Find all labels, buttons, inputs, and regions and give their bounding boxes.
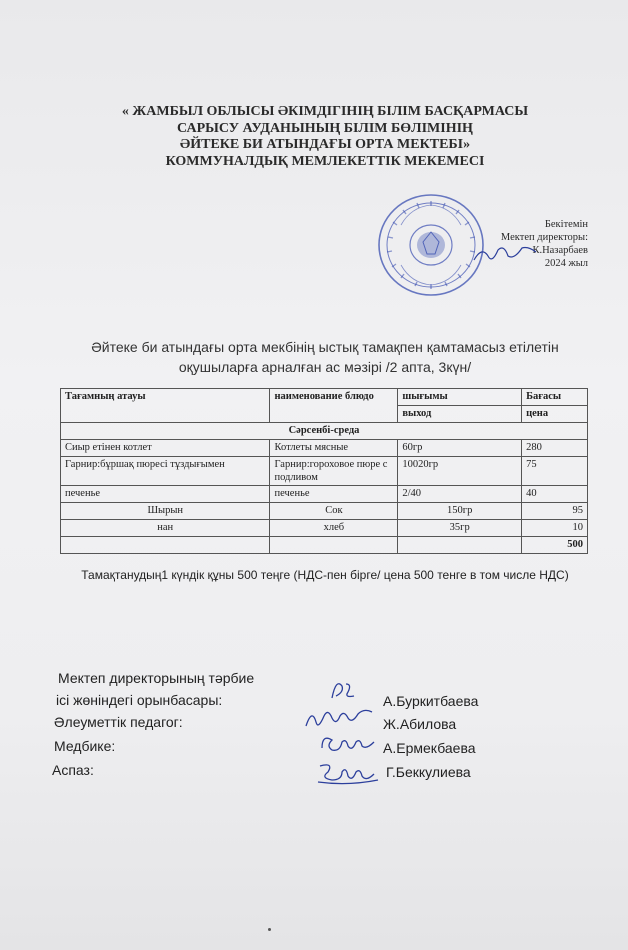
- dish-yield: 35гр: [398, 520, 522, 537]
- table-row: [61, 440, 588, 457]
- paper-mark: [268, 928, 271, 931]
- dish-name-kz: печенье: [61, 486, 270, 503]
- nurse-label: Медбике:: [54, 738, 116, 754]
- column-header-yield-ru: выход: [398, 406, 522, 423]
- dish-name-ru: Сок: [270, 503, 398, 520]
- approval-label: Бекітемін: [544, 219, 588, 230]
- column-header-price-ru: цена: [522, 406, 588, 423]
- cook-label: Аспаз:: [52, 762, 94, 778]
- director-signature-icon: [470, 244, 540, 268]
- dish-price: 95: [522, 503, 588, 520]
- table-header-row: [61, 389, 588, 406]
- pedagog-name: Ж.Абилова: [383, 716, 457, 732]
- dish-name-kz: Сиыр етінен котлет: [61, 440, 270, 457]
- dish-yield: 2/40: [398, 486, 522, 503]
- dish-name-kz: Гарнир:бұршақ пюресі тұздығымен: [61, 457, 270, 486]
- dish-name-ru: печенье: [270, 486, 398, 503]
- table-row: [61, 486, 588, 503]
- table-row: [61, 520, 588, 537]
- dish-yield: 150гр: [398, 503, 522, 520]
- day-row: [61, 423, 588, 440]
- dish-yield: 10020гр: [398, 457, 522, 486]
- cook-name: Г.Беккулиева: [386, 764, 471, 780]
- dish-name-ru: Котлеты мясные: [270, 440, 398, 457]
- table-row: [61, 457, 588, 486]
- nurse-signature-icon: [316, 730, 382, 758]
- column-header-name-ru: наименование блюдо: [270, 389, 398, 423]
- column-header-name-kz: Тағамның атауы: [61, 389, 270, 423]
- cook-signature-icon: [314, 758, 384, 788]
- total-price: 500: [522, 537, 588, 554]
- header-line: САРЫСУ АУДАНЫНЫҢ БІЛІМ БӨЛІМІНІҢ: [177, 120, 473, 136]
- deputy-name: А.Буркитбаева: [383, 693, 479, 709]
- pedagog-label: Әлеуметтік педагог:: [54, 714, 183, 730]
- dish-name-kz: нан: [61, 520, 270, 537]
- header-line: ӘЙТЕКЕ БИ АТЫНДАҒЫ ОРТА МЕКТЕБІ»: [179, 137, 471, 152]
- dish-name-ru: хлеб: [270, 520, 398, 537]
- header-line: КОММУНАЛДЫҚ МЕМЛЕКЕТТІК МЕКЕМЕСІ: [165, 153, 485, 169]
- deputy-signature-icon: [312, 676, 382, 706]
- day-label: Сәрсенбі-среда: [61, 423, 588, 440]
- dish-name-ru: Гарнир:гороховое пюре с подливом: [270, 457, 398, 486]
- daily-cost-note: Тамақтанудың1 күндік құны 500 теңге (НДС-пен бірге/ цена 500 тенге в том числе НДС): [81, 568, 569, 582]
- deputy-label-line2: ісі жөніндегі орынбасары:: [56, 692, 223, 708]
- menu-title: [60, 337, 590, 377]
- table-row: [61, 503, 588, 520]
- column-header-yield-kz: шығымы: [398, 389, 522, 406]
- dish-yield: 60гр: [398, 440, 522, 457]
- header-line: « ЖАМБЫЛ ОБЛЫСЫ ӘКІМДІГІНІҢ БІЛІМ БАСҚАРМАСЫ: [121, 104, 529, 119]
- nurse-name: А.Ермекбаева: [383, 740, 476, 756]
- dish-price: 40: [522, 486, 588, 503]
- approval-year: 2024 жыл: [544, 258, 588, 269]
- column-header-price-kz: Бағасы: [522, 389, 588, 406]
- approval-director-name: К.Назарбаев: [532, 245, 588, 256]
- dish-price: 75: [522, 457, 588, 486]
- empty-cell: [398, 537, 522, 554]
- institution-header: [60, 104, 590, 170]
- menu-title-line: Әйтеке би атындағы орта мекбінің ыстық тамақпен қамтамасыз етілетін: [91, 339, 559, 355]
- menu-title-line: оқушыларға арналған ас мәзірі /2 апта, 3күн/: [178, 359, 472, 375]
- menu-table: [60, 388, 588, 554]
- dish-name-kz: Шырын: [61, 503, 270, 520]
- deputy-label-line1: Мектеп директорының тәрбие: [58, 670, 255, 686]
- total-row: [61, 537, 588, 554]
- empty-cell: [270, 537, 398, 554]
- dish-price: 280: [522, 440, 588, 457]
- dish-price: 10: [522, 520, 588, 537]
- approval-position: Мектеп директоры:: [500, 232, 588, 243]
- empty-cell: [61, 537, 270, 554]
